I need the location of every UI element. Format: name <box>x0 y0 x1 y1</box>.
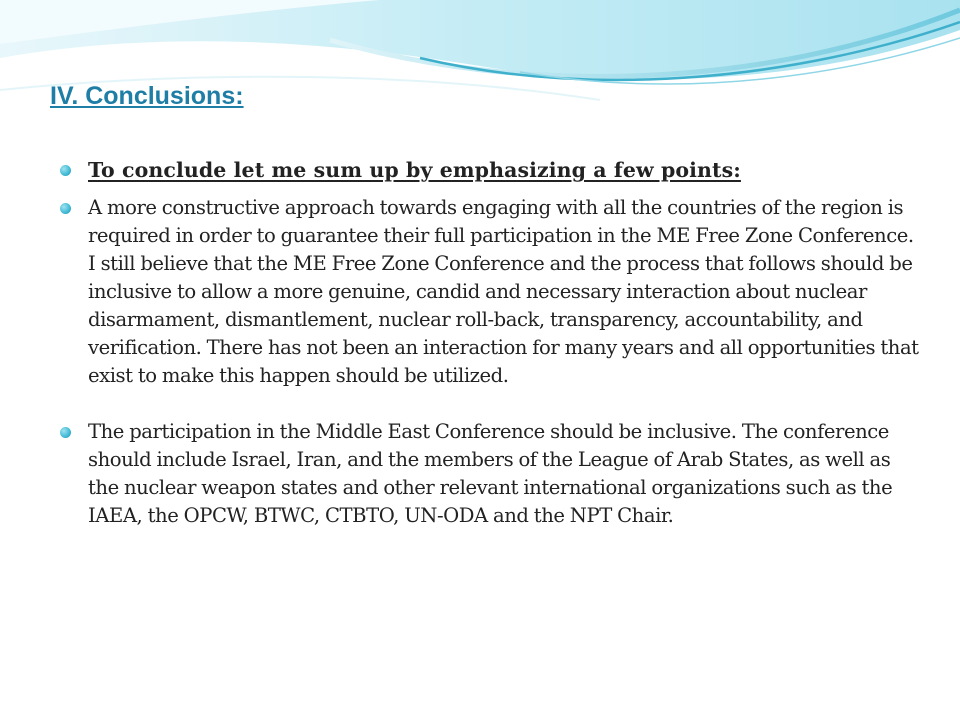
bullet-list <box>60 154 920 530</box>
bullet-item-constructive-approach <box>60 194 920 390</box>
bullet-dot-icon <box>60 165 71 176</box>
bullet-item-intro <box>60 154 920 186</box>
slide-title: IV. Conclusions: <box>50 82 244 110</box>
bullet-text: The participation in the Middle East Conference should be inclusive. The conference should include Israel, Iran, and the members of the League of Arab States, as well as the nuclear weapon states and other relevant international organizations such as the IAEA, the OPCW, BTWC, CTBTO, UN-ODA and the NPT Chair. <box>88 420 893 527</box>
bullet-text: A more constructive approach towards engaging with all the countries of the region is required in order to guarantee their full participation in the ME Free Zone Conference. I still believe that the ME Free Zone Conference and the process that follows should be inclusive to allow a more genuine, candid and necessary interaction about nuclear disarmament, dismantlement, nuclear roll-back, transparency, accountability, and verification. There has not been an interaction for many years and all opportunities that exist to make this happen should be utilized. <box>88 196 919 387</box>
bullet-text: To conclude let me sum up by emphasizing a few points: <box>88 158 741 182</box>
bullet-dot-icon <box>60 203 71 214</box>
bullet-item-participation <box>60 418 920 530</box>
bullet-dot-icon <box>60 427 71 438</box>
